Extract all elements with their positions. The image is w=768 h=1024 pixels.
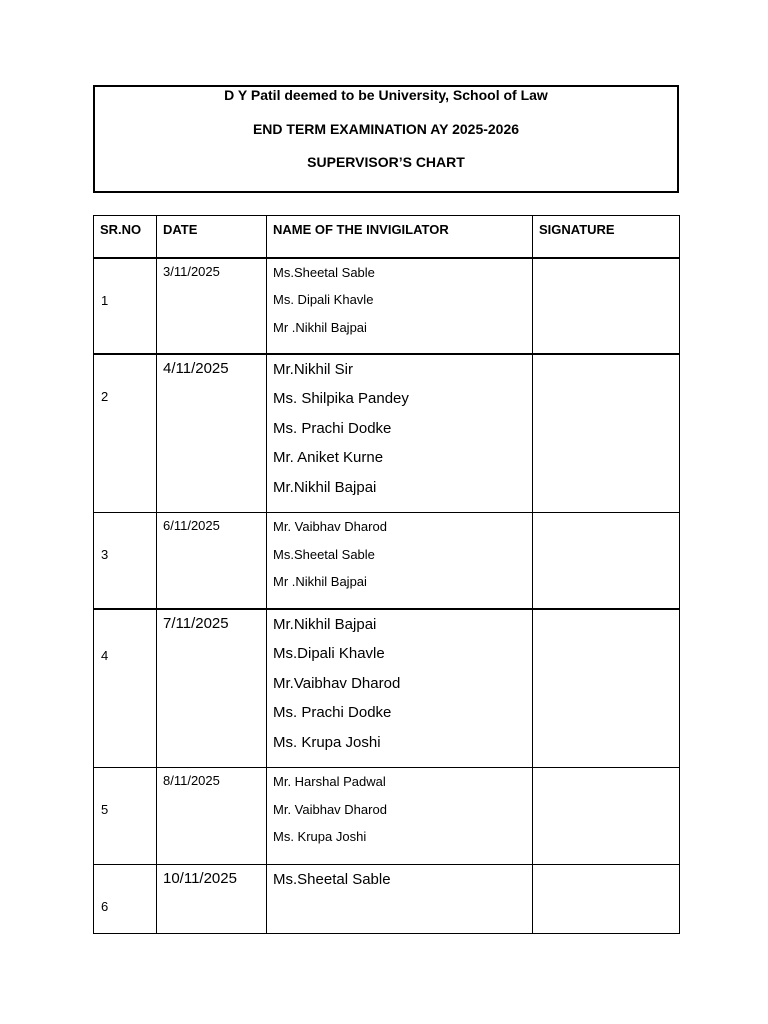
invigilator-name: Mr.Nikhil Sir [273, 360, 354, 378]
invigilator-name: Ms.Sheetal Sable [273, 264, 375, 280]
srno-value: 2 [101, 388, 109, 404]
srno-cell [94, 258, 157, 354]
invigilator-cell [267, 513, 533, 609]
srno-cell [94, 609, 157, 768]
invigilator-name: Mr. Vaibhav Dharod [273, 801, 387, 817]
srno-cell [94, 768, 157, 865]
invigilator-name: Ms. Krupa Joshi [273, 733, 381, 751]
invigilator-cell [267, 258, 533, 354]
column-header-srno: SR.NO [94, 216, 157, 258]
invigilator-name: Ms. Dipali Khavle [273, 292, 374, 307]
srno-cell [94, 865, 157, 934]
supervisor-table [93, 215, 680, 934]
signature-cell [533, 258, 680, 354]
invigilator-name: Ms.Sheetal Sable [273, 871, 391, 888]
table-row [94, 609, 680, 768]
srno-value: 1 [101, 292, 109, 308]
invigilator-name: Ms. Prachi Dodke [273, 704, 392, 721]
exam-title: END TERM EXAMINATION AY 2025-2026 [252, 121, 520, 137]
srno-cell [94, 513, 157, 609]
invigilator-name: Mr. Harshal Padwal [273, 774, 386, 789]
signature-cell [533, 865, 680, 934]
srno-cell [94, 354, 157, 513]
date-cell [157, 865, 267, 934]
signature-cell [533, 609, 680, 768]
srno-value: 3 [101, 547, 109, 562]
date-value: 3/11/2025 [163, 263, 220, 279]
invigilator-cell [267, 609, 533, 768]
header-box [93, 85, 679, 193]
table-row [94, 354, 680, 513]
invigilator-name: Ms. Prachi Dodke [273, 419, 392, 437]
date-cell [157, 513, 267, 609]
invigilator-name: Ms.Sheetal Sable [273, 546, 375, 562]
invigilator-name: Mr. Aniket Kurne [273, 449, 384, 466]
date-value: 8/11/2025 [163, 773, 220, 788]
table-row [94, 258, 680, 354]
date-value: 10/11/2025 [163, 870, 237, 887]
invigilator-name: Ms. Krupa Joshi [273, 829, 367, 844]
signature-cell [533, 513, 680, 609]
srno-value: 6 [101, 899, 109, 914]
invigilator-cell [267, 354, 533, 513]
column-header-date: DATE [157, 216, 267, 258]
invigilator-name: Mr.Nikhil Bajpai [273, 478, 377, 496]
date-value: 7/11/2025 [163, 614, 229, 632]
invigilator-name: Ms.Dipali Khavle [273, 645, 385, 662]
date-value: 6/11/2025 [163, 518, 220, 533]
invigilator-name: Ms. Shilpika Pandey [273, 390, 409, 407]
column-header-invigilator: NAME OF THE INVIGILATOR [267, 216, 533, 258]
chart-title: SUPERVISOR’S CHART [307, 154, 465, 170]
date-cell [157, 768, 267, 865]
srno-value: 4 [101, 647, 109, 663]
date-cell [157, 354, 267, 513]
table-row [94, 768, 680, 865]
table-header-row [94, 216, 680, 258]
invigilator-cell [267, 865, 533, 934]
srno-value: 5 [101, 802, 109, 817]
column-header-signature: SIGNATURE [533, 216, 680, 258]
table-row [94, 865, 680, 934]
invigilator-name: Mr.Nikhil Bajpai [273, 615, 377, 633]
university-title: D Y Patil deemed to be University, School of Law [224, 87, 548, 103]
invigilator-name: Mr. Vaibhav Dharod [273, 519, 387, 534]
date-value: 4/11/2025 [163, 359, 229, 377]
signature-cell [533, 354, 680, 513]
invigilator-name: Mr .Nikhil Bajpai [273, 319, 367, 335]
invigilator-name: Mr .Nikhil Bajpai [273, 574, 367, 589]
signature-cell [533, 768, 680, 865]
invigilator-name: Mr.Vaibhav Dharod [273, 674, 401, 692]
date-cell [157, 258, 267, 354]
invigilator-cell [267, 768, 533, 865]
date-cell [157, 609, 267, 768]
table-row [94, 513, 680, 609]
